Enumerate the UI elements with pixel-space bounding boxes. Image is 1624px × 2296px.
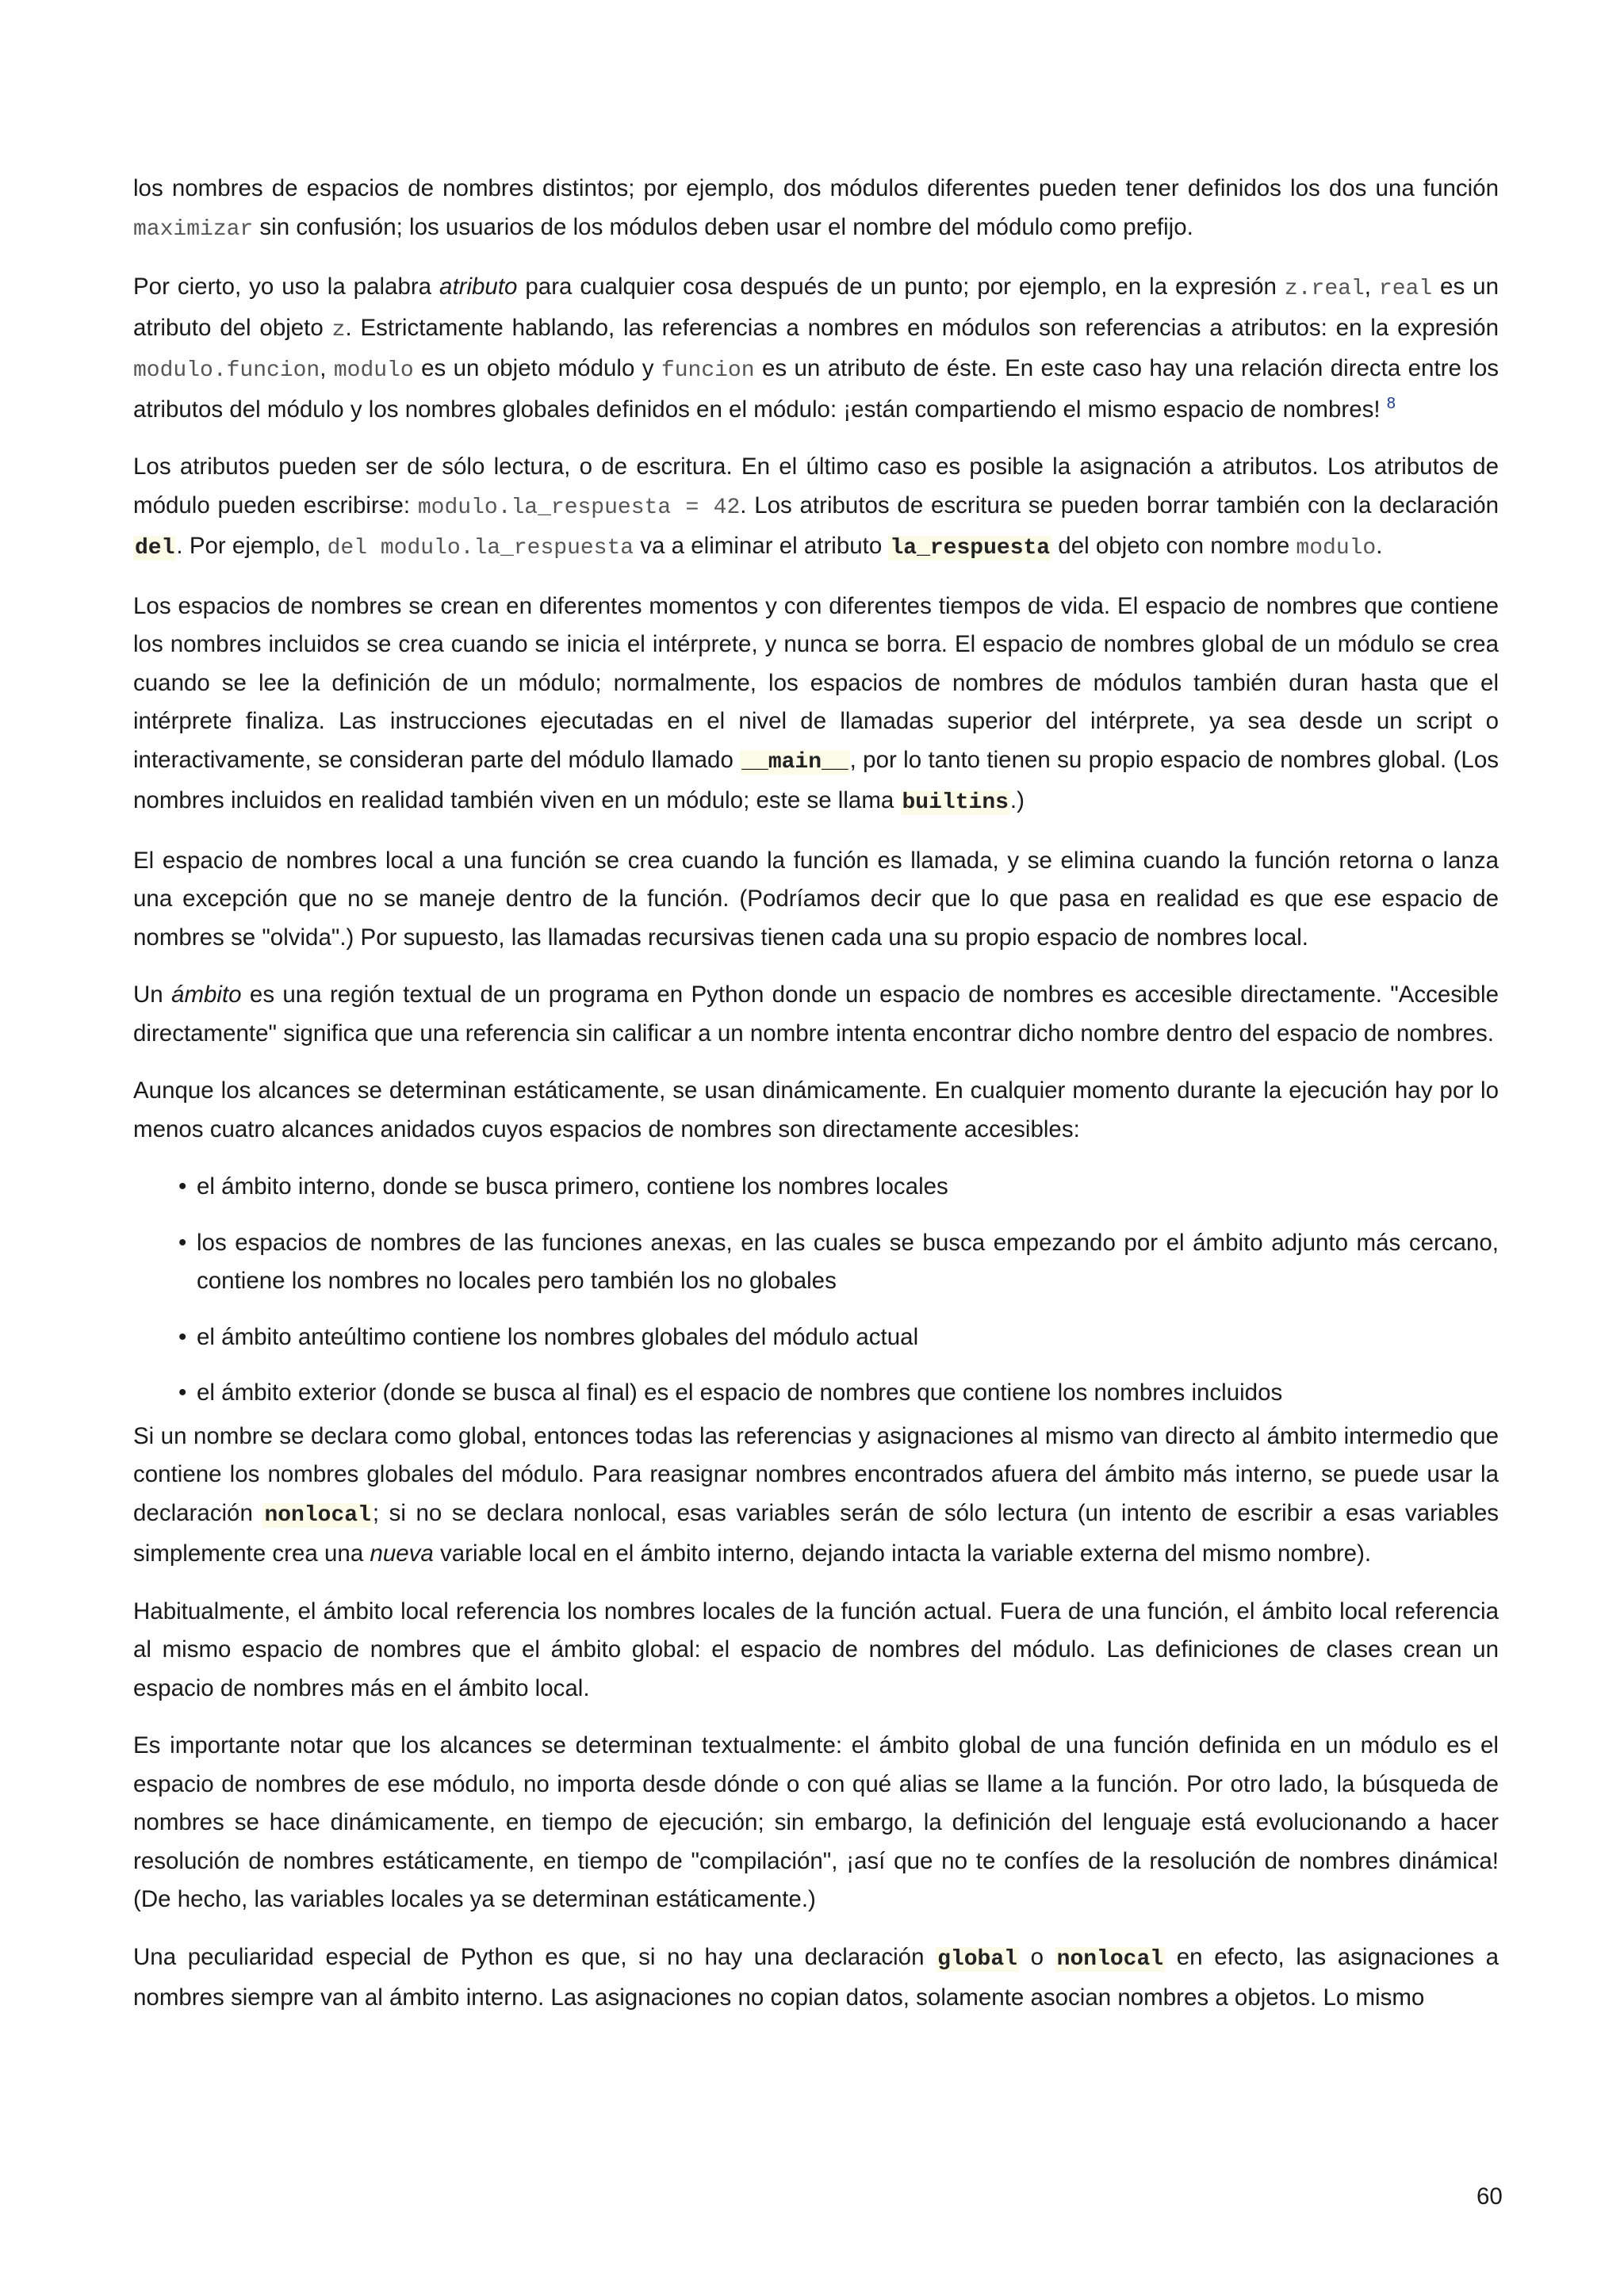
text-run: para cualquier cosa después de un punto; por ejemplo, en la expresión — [517, 274, 1285, 300]
text-run: es una región textual de un programa en Python donde un espacio de nombres es accesible directamente. "Accesible directamente" significa que una referencia sin calificar a un nombre intenta encontrar dicho nombre dentro del espacio de nombres. — [133, 982, 1499, 1047]
text-run: . Por ejemplo, — [176, 533, 327, 559]
text-run: en efecto, las asignaciones a nombres siempre van al ámbito interno. Las asignaciones no copian datos, solamente asocian nombres a objetos. Lo mismo — [133, 1943, 1499, 2011]
inline-code: modulo.la_respuesta = 42 — [417, 495, 741, 520]
text-run: , por lo tanto tienen su propio espacio de nombres global. (Los nombres incluidos en realidad también viven en un módulo; este se llama — [133, 746, 1499, 813]
text-run: Si un nombre se declara como global, entonces todas las referencias y asignaciones al mismo van directo al ámbito intermedio que contiene los nombres globales del módulo. Para reasignar nombres encontrados afuera del ámbito más interno, se puede usar la declaración — [133, 1422, 1499, 1526]
text-run: , — [320, 355, 334, 381]
paragraph-6 — [133, 976, 1499, 1053]
keyword-highlight: nonlocal — [1056, 1946, 1164, 1972]
text-run: es un objeto módulo y — [413, 355, 661, 381]
inline-code: z — [331, 317, 346, 342]
keyword-highlight: la_respuesta — [890, 536, 1051, 561]
inline-code: maximizar — [133, 216, 254, 242]
page-number: 60 — [1477, 2183, 1503, 2210]
text-run: Un — [133, 982, 172, 1008]
text-run: . — [1376, 533, 1383, 559]
emphasis: nueva — [370, 1540, 434, 1567]
emphasis: atributo — [439, 274, 518, 300]
inline-code: real — [1378, 277, 1433, 301]
list-item: • el ámbito exterior (donde se busca al final) es el espacio de nombres que contiene los nombres incluidos — [133, 1374, 1499, 1413]
list-item: • los espacios de nombres de las funciones anexas, en las cuales se busca empezando por el ámbito adjunto más cercano, contiene los nombres no locales pero también los no globales — [133, 1224, 1499, 1301]
keyword-highlight: nonlocal — [264, 1502, 371, 1528]
paragraph-8 — [133, 1418, 1499, 1574]
paragraph-4 — [133, 587, 1499, 823]
keyword-highlight: __main__ — [741, 749, 848, 775]
text-run: sin confusión; los usuarios de los módulos deben usar el nombre del módulo como prefijo. — [253, 213, 1193, 240]
scope-list — [133, 1168, 1499, 1413]
paragraph-2 — [133, 268, 1499, 429]
text-run: variable local en el ámbito interno, dejando intacta la variable externa del mismo nombre). — [433, 1540, 1372, 1567]
inline-code: funcion — [661, 358, 755, 383]
keyword-highlight: global — [937, 1946, 1017, 1972]
text-run: o — [1018, 1943, 1055, 1970]
paragraph-7: Aunque los alcances se determinan estáticamente, se usan dinámicamente. En cualquier momento durante la ejecución hay por lo menos cuatro alcances anidados cuyos espacios de nombres son directamente accesibles: — [133, 1077, 1499, 1142]
text-run: Los espacios de nombres se crean en diferentes momentos y con diferentes tiempos de vida. El espacio de nombres que contiene los nombres incluidos se crea cuando se inicia el intérprete, y nunca se borra. El espacio de nombres global de un módulo se crea cuando se lee la definición de un módulo; normalmente, los espacios de nombres de módulos también duran hasta que el intérprete finaliza. Las instrucciones ejecutadas en el nivel de llamadas superior del intérprete, ya sea desde un script o interactivamente, se consideran parte del módulo llamado — [133, 592, 1499, 773]
text-run: va a eliminar el atributo — [634, 533, 889, 559]
text-run: . Estrictamente hablando, las referencias a nombres en módulos son referencias a atributos: en la expresión — [345, 314, 1500, 341]
paragraph-3 — [133, 448, 1499, 568]
list-item: • el ámbito interno, donde se busca primero, contiene los nombres locales — [133, 1168, 1499, 1207]
inline-code: modulo.funcion — [133, 358, 320, 383]
paragraph-1 — [133, 170, 1499, 249]
paragraph-9: Habitualmente, el ámbito local referencia los nombres locales de la función actual. Fuera de una función, el ámbito local referencia al mismo espacio de nombres que el ámbito global: el espacio de nombres del módulo. Las definiciones de clases crean un espacio de nombres más en el ámbito local. — [133, 1598, 1499, 1701]
paragraph-5: El espacio de nombres local a una función se crea cuando la función es llamada, y se elimina cuando la función retorna o lanza una excepción que no se maneje dentro de la función. (Podríamos decir que lo que pasa en realidad es que ese espacio de nombres se "olvida".) Por supuesto, las llamadas recursivas tienen cada una su propio espacio de nombres local. — [133, 847, 1499, 951]
inline-code: z.real — [1284, 277, 1365, 301]
text-run: Los atributos pueden ser de sólo lectura, o de escritura. En el último caso es posible la asignación a atributos. Los atributos de módulo pueden escribirse: — [133, 453, 1499, 519]
document-body — [133, 170, 1499, 2037]
inline-code: del modulo.la_respuesta — [327, 536, 634, 561]
footnote-link[interactable]: 8 — [1386, 394, 1396, 412]
text-run: del objeto con nombre — [1051, 533, 1297, 559]
text-run: . Los atributos de escritura se pueden borrar también con la declaración — [740, 492, 1500, 519]
paragraph-11 — [133, 1938, 1499, 2018]
text-run: Una peculiaridad especial de Python es que, si no hay una declaración — [133, 1943, 936, 1970]
list-item: • el ámbito anteúltimo contiene los nombres globales del módulo actual — [133, 1318, 1499, 1357]
emphasis: ámbito — [171, 982, 242, 1008]
keyword-highlight: builtins — [902, 790, 1009, 815]
keyword-highlight: del — [135, 536, 175, 561]
text-run: es un atributo de éste. En este caso hay una relación directa entre los atributos del módulo y los nombres globales definidos en el módulo: ¡están compartiendo el mismo espacio de nombres! — [133, 355, 1499, 423]
text-run: ; si no se declara nonlocal, esas variables serán de sólo lectura (un intento de escribir a esas variables simplemente crea una — [133, 1499, 1499, 1567]
inline-code: modulo — [333, 358, 414, 383]
paragraph-10: Es importante notar que los alcances se determinan textualmente: el ámbito global de una función definida en un módulo es el espacio de nombres de ese módulo, no importa desde dónde o con qué alias se llame a la función. Por otro lado, la búsqueda de nombres se hace dinámicamente, en tiempo de ejecución; sin embargo, la definición del lenguaje está evolucionando a hacer resolución de nombres estáticamente, en tiempo de "compilación", ¡así que no te confíes de la resolución de nombres dinámica! (De hecho, las variables locales ya se determinan estáticamente.) — [133, 1732, 1499, 1912]
text-run: Por cierto, yo uso la palabra — [133, 274, 440, 300]
text-run: , — [1364, 274, 1379, 300]
text-run: es un atributo del objeto — [133, 274, 1499, 341]
text-run: los nombres de espacios de nombres distintos; por ejemplo, dos módulos diferentes pueden tener definidos los dos una función — [133, 175, 1499, 201]
text-run: .) — [1009, 787, 1025, 813]
inline-code: modulo — [1296, 536, 1377, 561]
